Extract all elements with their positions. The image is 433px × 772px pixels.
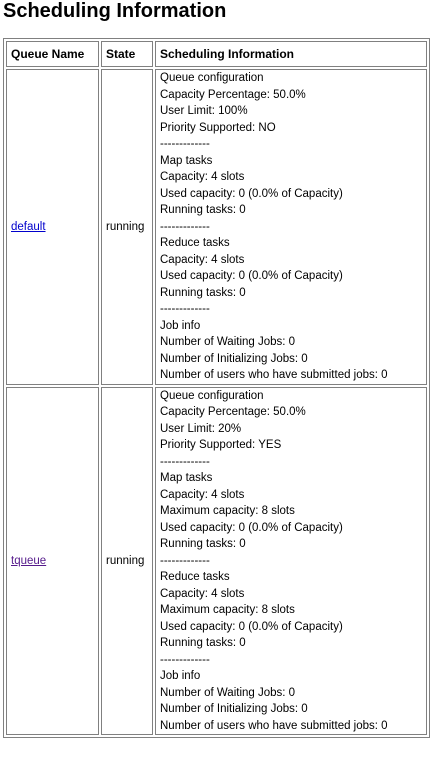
- scheduling-info-line: User Limit: 20%: [160, 422, 242, 435]
- table-row: [6, 69, 427, 385]
- scheduling-info-line: Running tasks: 0: [160, 538, 246, 550]
- scheduling-info-line: Job info: [160, 319, 201, 332]
- scheduling-info-line: Number of Initializing Jobs: 0: [160, 703, 308, 715]
- queue-link-default[interactable]: default: [11, 220, 46, 233]
- queue-name-cell: [6, 69, 99, 385]
- scheduling-info-line: Map tasks: [160, 472, 213, 484]
- scheduling-info-line: -------------: [160, 220, 210, 233]
- scheduling-info-line: Running tasks: 0: [160, 286, 246, 299]
- queue-link-tqueue[interactable]: tqueue: [11, 554, 47, 567]
- scheduling-info-line: User Limit: 100%: [160, 105, 248, 117]
- scheduling-info-line: Capacity: 4 slots: [160, 253, 245, 266]
- scheduling-info-line: Number of Initializing Jobs: 0: [160, 352, 308, 365]
- scheduling-info-line: Priority Supported: YES: [160, 439, 282, 451]
- scheduling-info-line: Job info: [160, 670, 201, 682]
- scheduling-info-line: Capacity Percentage: 50.0%: [160, 406, 306, 418]
- table-row: [6, 387, 427, 736]
- queue-name-cell: [6, 387, 99, 736]
- scheduling-info-line: Queue configuration: [160, 72, 264, 84]
- scheduling-info-line: -------------: [160, 653, 210, 666]
- scheduling-info-line: Used capacity: 0 (0.0% of Capacity): [160, 620, 343, 633]
- scheduling-info-line: Used capacity: 0 (0.0% of Capacity): [160, 521, 343, 534]
- column-header-queue-name: Queue Name: [6, 41, 99, 67]
- scheduling-info-line: Number of users who have submitted jobs: 0: [160, 719, 388, 732]
- scheduling-info-line: Number of Waiting Jobs: 0: [160, 686, 296, 699]
- scheduling-info-line: Number of Waiting Jobs: 0: [160, 336, 296, 348]
- scheduling-info-line: Used capacity: 0 (0.0% of Capacity): [160, 270, 343, 282]
- scheduling-info-line: Capacity: 4 slots: [160, 171, 245, 183]
- scheduling-info-line: Capacity: 4 slots: [160, 587, 245, 600]
- scheduling-info-cell: [155, 387, 427, 736]
- scheduling-table: [3, 38, 430, 738]
- scheduling-info-line: Capacity Percentage: 50.0%: [160, 88, 306, 101]
- scheduling-info-line: Map tasks: [160, 154, 213, 167]
- scheduling-info-line: Maximum capacity: 8 slots: [160, 604, 295, 616]
- queue-state-cell: running: [101, 387, 153, 736]
- scheduling-info-line: -------------: [160, 455, 210, 468]
- scheduling-info-line: -------------: [160, 303, 210, 315]
- scheduling-info-line: Reduce tasks: [160, 237, 230, 249]
- table-header-row: [6, 41, 427, 67]
- scheduling-info-line: Number of users who have submitted jobs: 0: [160, 369, 388, 381]
- scheduling-info-line: Running tasks: 0: [160, 637, 246, 649]
- scheduling-info-cell: [155, 69, 427, 385]
- scheduling-info-line: -------------: [160, 138, 210, 150]
- page-title: Scheduling Information: [3, 0, 227, 22]
- scheduling-info-line: Priority Supported: NO: [160, 121, 276, 134]
- scheduling-info-line: Queue configuration: [160, 389, 264, 402]
- column-header-scheduling-info: Scheduling Information: [155, 41, 427, 67]
- table-body: [6, 69, 427, 735]
- scheduling-info-line: Capacity: 4 slots: [160, 488, 245, 501]
- scheduling-info-line: Reduce tasks: [160, 571, 230, 583]
- scheduling-info-line: Used capacity: 0 (0.0% of Capacity): [160, 187, 343, 200]
- scheduling-info-line: -------------: [160, 554, 210, 567]
- scheduling-info-line: Running tasks: 0: [160, 204, 246, 216]
- queue-state-cell: running: [101, 69, 153, 385]
- column-header-state: State: [101, 41, 153, 67]
- scheduling-info-line: Maximum capacity: 8 slots: [160, 505, 295, 517]
